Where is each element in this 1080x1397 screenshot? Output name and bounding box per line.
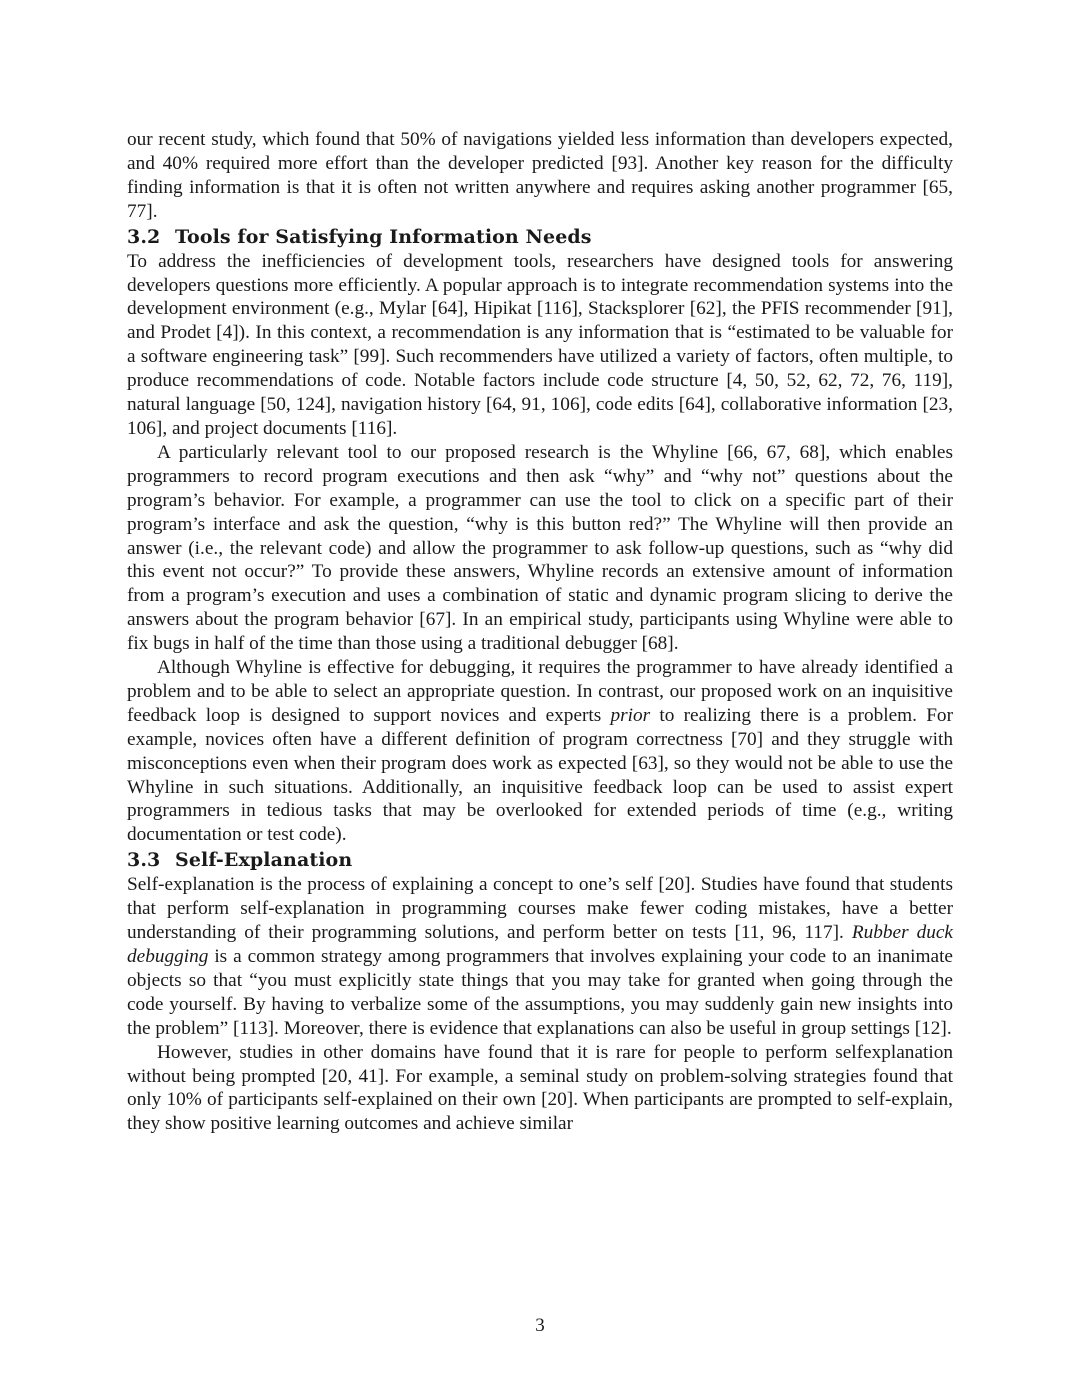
paragraph-text: Although Whyline is effective for debugging, it requires the programmer to have already identified a problem and to be able to select an appropriate question. In contrast, our proposed work on an inquisitive feedback loop is designed to support novices and experts bbox=[127, 657, 953, 726]
section-number: 3.2 bbox=[127, 225, 161, 248]
section-number: 3.3 bbox=[127, 849, 161, 872]
emphasis-text: prior bbox=[610, 704, 651, 726]
paragraph-intro-continuation: our recent study, which found that 50% of navigations yielded less information than developers expected, and 40% required more effort than the developer predicted [93]. Another key reason for the difficulty finding information is that it is often not written anywhere and requires asking another programmer [65, 77]. bbox=[127, 129, 953, 222]
section-heading-3-3 bbox=[127, 847, 953, 873]
page-number: 3 bbox=[535, 1315, 545, 1336]
paragraph-self-explanation bbox=[127, 873, 953, 1040]
paragraph-text: Self-explanation is the process of explaining a concept to one’s self [20]. Studies have found that students that perform self-explanation in programming courses make fewer coding mistakes, have a better understanding of their programming solutions, and perform better on tests [11, 96, 117]. bbox=[127, 874, 953, 944]
paragraph-whyline-limitations bbox=[127, 656, 953, 847]
paragraph-prompted-self-explanation: However, studies in other domains have found that it is rare for people to perform selfexplanation without being prompted [20, 41]. For example, a seminal study on problem-solving strategies found that only 10% of participants self-explained on their own [20]. When participants are prompted to self-explain, they show positive learning outcomes and achieve similar bbox=[127, 1041, 953, 1135]
paragraph-whyline: A particularly relevant tool to our proposed research is the Whyline [66, 67, 68], which enables programmers to record program executions and then ask “why” and “why not” questions about the program’s behavior. For example, a programmer can use the tool to click on a specific part of their program’s interface and ask the question, “why is this button red?” The Whyline will then provide an answer (i.e., the relevant code) and allow the programmer to ask follow-up questions, such as “why did this event not occur?” To provide these answers, Whyline records an extensive amount of information from a program’s execution and uses a combination of static and dynamic program slicing to derive the answers about the program behavior [67]. In an empirical study, participants using Whyline were able to fix bugs in half of the time than those using a traditional debugger [68]. bbox=[127, 441, 953, 655]
page-body bbox=[127, 128, 953, 1136]
section-heading-3-2 bbox=[127, 224, 953, 250]
paragraph-text: to realizing there is a problem. For example, novices often have a different definition of program correctness [70] and they struggle with misconceptions even when their program does work as expected [63], so they would not be able to use the Whyline in such situations. Additionally, an inquisitive feedback loop can be used to assist expert programmers in tedious tasks that may be overlooked for extended periods of time (e.g., writing documentation or test code). bbox=[127, 704, 953, 846]
section-title: Self-Explanation bbox=[175, 849, 353, 872]
paragraph-text: is a common strategy among programmers that involves explaining your code to an inanimate objects so that “you must explicitly state things that you may take for granted when going through the code yourself. By having to verbalize some of the assumptions, you may suddenly gain new insights into the problem” [113]. Moreover, there is evidence that explanations can also be useful in group settings [12]. bbox=[127, 946, 953, 1039]
paragraph-tools-recommenders: To address the inefficiencies of development tools, researchers have designed tools for answering developers questions more efficiently. A popular approach is to integrate recommendation systems into the development environment (e.g., Mylar [64], Hipikat [116], Stacksplorer [62], the PFIS recommender [91], and Prodet [4]). In this context, a recommendation is any information that is “estimated to be valuable for a software engineering task” [99]. Such recommenders have utilized a variety of factors, often multiple, to produce recommendations of code. Notable factors include code structure [4, 50, 52, 62, 72, 76, 119], natural language [50, 124], navigation history [64, 91, 106], code edits [64], collaborative information [23, 106], and project documents [116]. bbox=[127, 250, 953, 439]
section-title: Tools for Satisfying Information Needs bbox=[175, 225, 592, 248]
emphasis-text: Rubber duck debugging bbox=[127, 922, 953, 967]
